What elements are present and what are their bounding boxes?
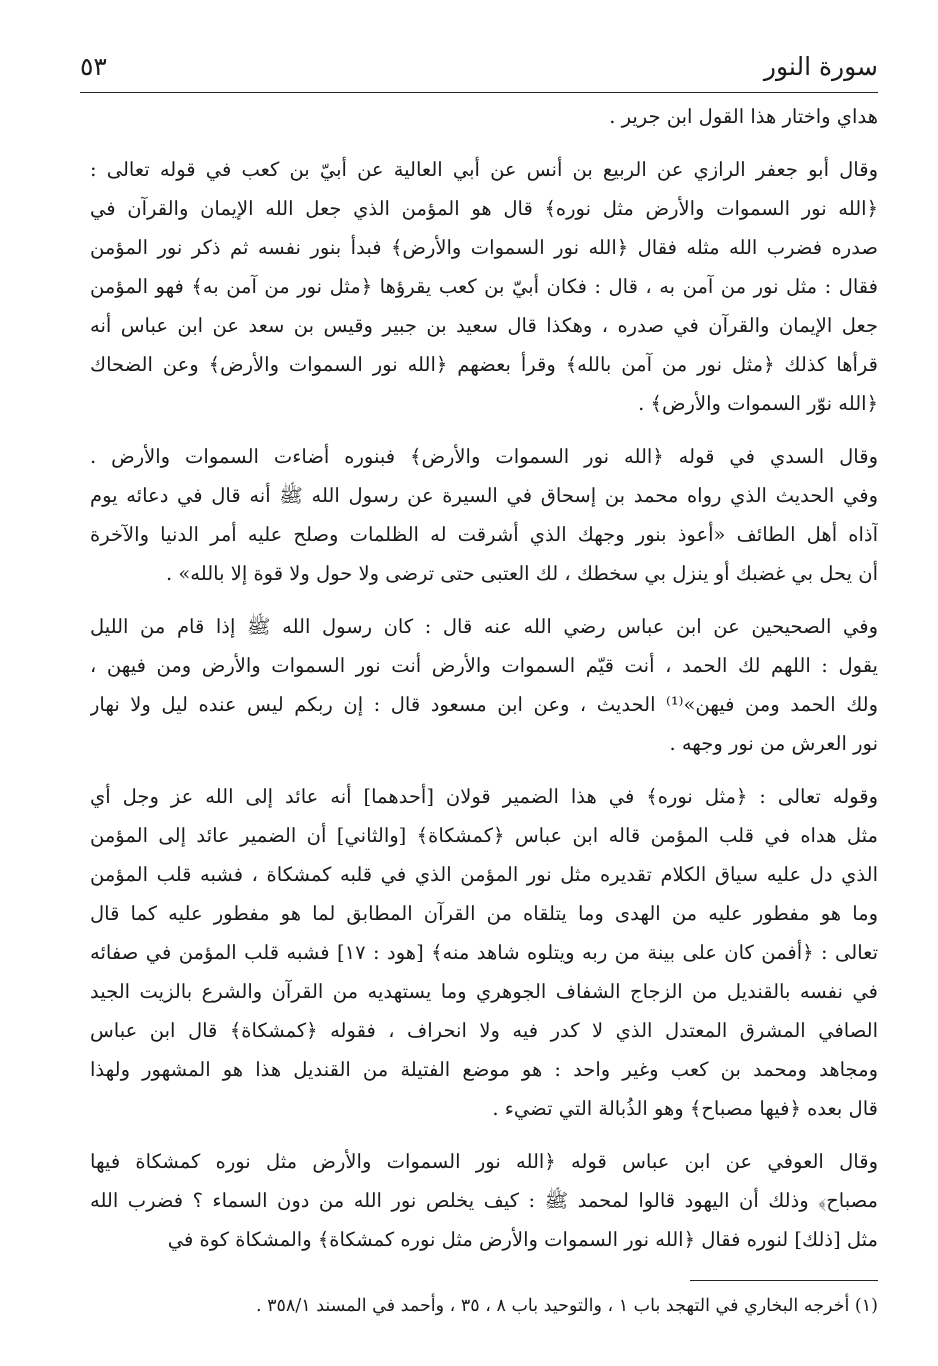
- text-line: وقال السدي في قوله ﴿الله نور السموات والأرض﴾ فبنوره أضاءت السموات والأرض .: [90, 445, 878, 468]
- text-line: الذي دل عليه سياق الكلام تقديره مثل نور المؤمن الذي في قلبه كمشكاة ، فشبه قلب المؤمن: [90, 863, 878, 886]
- text-line: قال بعده ﴿فيها مصباح﴾ وهو الذُبالة التي تضيء .: [492, 1097, 878, 1120]
- text-line: وقوله تعالى : ﴿مثل نوره﴾ في هذا الضمير قولان [أحدهما] أنه عائد إلى الله عز وجل أي: [90, 785, 878, 808]
- paragraph-gap: [90, 1128, 878, 1142]
- paragraph-gap: [90, 423, 878, 437]
- paragraph: [90, 437, 878, 593]
- text-line: أن يحل بي غضبك أو ينزل بي سخطك ، لك العتبى حتى ترضى ولا حول ولا قوة إلا بالله» .: [165, 562, 878, 585]
- text-line: في نفسه بالقنديل من الزجاج الشفاف الجوهري وما يستهديه من القرآن والشرع بالزيت الجيد: [90, 980, 878, 1003]
- text-line: الصافي المشرق المعتدل الذي لا كدر فيه ولا انحراف ، فقوله ﴿كمشكاة﴾ قال ابن عباس: [90, 1019, 878, 1042]
- paragraph-gap: [90, 763, 878, 777]
- text-line: فقال : مثل نور من آمن به ، قال : فكان أبيّ بن كعب يقرؤها ﴿مثل نور من آمن به﴾ فهو المؤمن: [90, 275, 878, 298]
- text-line: مصباح﴾ وذلك أن اليهود قالوا لمحمد ﷺ : كيف يخلص نور الله من دون السماء ؟ فضرب الله: [90, 1189, 878, 1212]
- surah-title: سورة النور: [763, 52, 878, 81]
- footnote: (١) أخرجه البخاري في التهجد باب ١ ، والتوحيد باب ٨ ، ٣٥ ، وأحمد في المسند ٣٥٨/١ .: [255, 1296, 878, 1316]
- footnote-separator: [690, 1280, 878, 1281]
- text-line: ﴿الله نوّر السموات والأرض﴾ .: [638, 392, 878, 415]
- text-line: ومجاهد ومحمد بن كعب وغير واحد : هو موضع الفتيلة من القنديل هذا هو المشهور ولهذا: [90, 1058, 878, 1081]
- text-line: ﴿الله نور السموات والأرض مثل نوره﴾ قال هو المؤمن الذي جعل الله الإيمان والقرآن في: [90, 197, 878, 220]
- text-line: وما هو مفطور عليه من الهدى وما يتلقاه من القرآن المطابق لما هو مفطور عليه كما قال: [90, 902, 878, 925]
- text-line: وفي الحديث الذي رواه محمد بن إسحاق في السيرة عن رسول الله ﷺ أنه قال في دعائه يوم: [90, 484, 878, 507]
- text-line: نور العرش من نور وجهه .: [669, 732, 878, 755]
- text-line: تعالى : ﴿أفمن كان على بينة من ربه ويتلوه شاهد منه﴾ [هود : ١٧] فشبه قلب المؤمن في صفائه: [90, 941, 878, 964]
- text-line: وقال أبو جعفر الرازي عن الربيع بن أنس عن أبي العالية عن أبيّ بن كعب في قوله تعالى :: [90, 158, 878, 181]
- paragraph-gap: [90, 136, 878, 150]
- text-line: جعل الإيمان والقرآن في صدره ، وهكذا قال سعيد بن جبير وقيس بن سعد عن ابن عباس أنه: [90, 314, 878, 337]
- text-line: هداي واختار هذا القول ابن جرير .: [609, 105, 878, 128]
- text-line: وفي الصحيحين عن ابن عباس رضي الله عنه قال : كان رسول الله ﷺ إذا قام من الليل: [90, 615, 878, 638]
- paragraph: [90, 777, 878, 1128]
- text-line: وقال العوفي عن ابن عباس قوله ﴿الله نور السموات والأرض مثل نوره كمشكاة فيها: [90, 1150, 878, 1173]
- text-line: آذاه أهل الطائف «أعوذ بنور وجهك الذي أشرقت له الظلمات وصلح عليه أمر الدنيا والآخرة: [90, 523, 878, 546]
- text-line: قرأها كذلك ﴿مثل نور من آمن بالله﴾ وقرأ بعضهم ﴿الله نور السموات والأرض﴾ وعن الضحاك: [90, 353, 878, 376]
- text-line: يقول : اللهم لك الحمد ، أنت قيّم السموات والأرض أنت نور السموات والأرض ومن فيهن ،: [90, 654, 878, 677]
- page-number: ٥٣: [80, 52, 107, 81]
- paragraph-gap: [90, 593, 878, 607]
- page-body: [90, 97, 878, 1259]
- text-line: صدره فضرب الله مثله فقال ﴿الله نور السموات والأرض﴾ فبدأ بنور نفسه ثم ذكر نور المؤمن: [90, 236, 878, 259]
- paragraph: [90, 150, 878, 423]
- paragraph: [90, 97, 878, 136]
- page-header: [80, 48, 878, 93]
- paragraph: [90, 1142, 878, 1259]
- text-line: مثل هداه في قلب المؤمن قاله ابن عباس ﴿كمشكاة﴾ [والثاني] أن الضمير عائد إلى المؤمن: [90, 824, 878, 847]
- paragraph: [90, 607, 878, 763]
- text-line: مثل [ذلك] لنوره فقال ﴿الله نور السموات والأرض مثل نوره كمشكاة﴾ والمشكاة كوة في: [167, 1228, 878, 1251]
- text-line: ولك الحمد ومن فيهن»⁽¹⁾ الحديث ، وعن ابن مسعود قال : إن ربكم ليس عنده ليل ولا نهار: [90, 693, 878, 716]
